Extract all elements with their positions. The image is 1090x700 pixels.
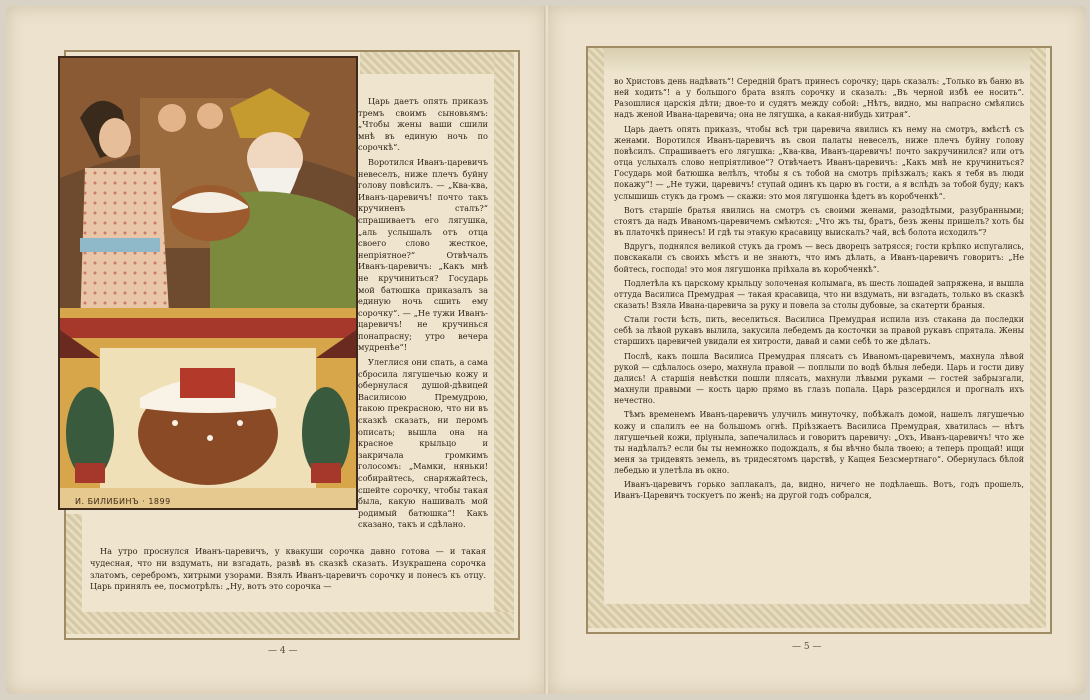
paragraph: Иванъ-царевичъ горько заплакалъ, да, видно, ничего не подѣлаешь. Вотъ, годъ прошелъ, Иванъ-Царевичъ тоскуетъ по женѣ; на другой годъ собрался, bbox=[614, 480, 1024, 501]
right-frame-right-ornament bbox=[1030, 48, 1046, 628]
left-frame-top-ornament bbox=[360, 52, 514, 74]
paragraph: Вдругъ, поднялся великой стукъ да громъ — весь дворецъ затрясся; гости крѣпко испугались, повскакали съ своихъ мѣстъ и не знаютъ, что имъ дѣлать, а Иванъ-царевичъ говоритъ: „Не бойтесь, господа! это моя лягушонка пріѣхала въ коробченкѣ“. bbox=[614, 242, 1024, 274]
right-frame-top-ornament bbox=[588, 48, 1046, 72]
paragraph: На утро проснулся Иванъ-царевичъ, у квакуши сорочка давно готова — и такая чудесная, что ни вздумать, ни взгадать, развѣ въ сказкѣ сказать. Изукрашена сорочка златомъ, серебромъ, хитрыми узорами. Взялъ Иванъ-царевичъ сорочку и понесъ къ отцу. Царь принялъ ее, посмотрѣлъ: „Ну, вотъ это сорочка — bbox=[90, 546, 486, 592]
illustrator-signature: И. БИЛИБИНЪ · 1899 bbox=[72, 497, 174, 506]
paragraph: Тѣмъ временемъ Иванъ-царевичъ улучилъ минуточку, побѣжалъ домой, нашелъ лягушечью кожу и спалилъ ее на большомъ огнѣ. Пріѣзжаетъ Василиса Премудрая, хватилась — нѣтъ лягушечьей кожи, пріуныла, запечалилась и говоритъ царевичу: „Охъ, Иванъ-царевичъ! что же ты надѣлалъ? если бы ты немножко подождалъ, я бы вѣчно была твоею; а теперь прощай! ищи меня за тридевять земель, въ тридесятомъ царствѣ, у Кащея Безсмертнаго“. Обернулась бѣлой лебедью и улетѣла въ окно. bbox=[614, 410, 1024, 476]
left-column-text bbox=[358, 96, 488, 534]
left-page bbox=[6, 6, 546, 694]
left-frame-left-ornament bbox=[66, 514, 82, 634]
paragraph: во Христовъ день надѣвать“! Середній братъ принесъ сорочку; царь сказалъ: „Только въ баню въ ней ходить“! а у большого брата взялъ сорочку и сказалъ: „Въ черной избѣ ее носить“. Разошлися царскія дѣти; двое-то и судятъ между собой: „Нѣтъ, видно, мы напрасно смѣялись надъ женой Ивана-царевича; она не лягушка, а какая-нибудь хитрая“. bbox=[614, 77, 1024, 120]
right-page bbox=[548, 6, 1086, 694]
left-bottom-text bbox=[90, 546, 486, 596]
right-frame-bottom-ornament bbox=[588, 604, 1046, 628]
left-frame-bottom-ornament bbox=[66, 612, 514, 634]
illustration-tsar-and-pie bbox=[58, 56, 358, 510]
paragraph: Воротился Иванъ-царевичъ невеселъ, ниже плечъ буйну голову повѣсилъ. — „Ква-ква, Иванъ-царевичъ! почто такъ кручиненъ сталъ?“ спрашиваетъ его лягушка, „аль услышалъ отъ отца своего слово жесткое, непріятное?“ Отвѣчалъ Иванъ-царевичъ: „Какъ мнѣ не кручиниться? Государь мой батюшка приказалъ за единую ночь сшить ему сорочку“. — „Не тужи Иванъ-царевичъ! не кручинься понапрасну; утро вечера мудренѣе“! bbox=[358, 156, 488, 353]
paragraph: Подлетѣла къ царскому крыльцу золоченая колымага, въ шесть лошадей запряжена, и вышла оттуда Василиса Премудрая — такая красавица, что ни вздумать, ни взгадать, только въ сказкѣ сказать! Взяла Ивана-царевича за руку и повела за столы дубовые, за скатерти браныя. bbox=[614, 278, 1024, 310]
paragraph: Стали гости ѣсть, пить, веселиться. Василиса Премудрая испила изъ стакана да последки себѣ за лѣвой рукавъ вылила, закусила лебедемъ да косточки за правой рукавъ спрятала. Жены старшихъ царевичей увидали ея хитрости, давай и сами себѣ то же дѣлать. bbox=[614, 315, 1024, 347]
paragraph: Вотъ старшіе братья явились на смотръ съ своими женами, разодѣтыми, разубранными; стоятъ да надъ Иваномъ-царевичемъ смѣются: „Что жъ ты, братъ, безъ жены пришелъ? хоть бы въ платочкѣ принесъ! И гдѣ ты этакую красавицу выискалъ? чай, всѣ болота исходилъ“? bbox=[614, 205, 1024, 238]
right-frame-left-ornament bbox=[588, 48, 604, 628]
left-frame-right-ornament bbox=[494, 52, 514, 634]
paragraph: Царь даетъ опять приказъ, чтобы всѣ три царевича явились къ нему на смотръ, вмѣстѣ съ женами. Воротился Иванъ-царевичъ въ свои палаты невеселъ, ниже плечъ буйну голову повѣсилъ. Спрашиваетъ его лягушка: „Ква-ква, Иванъ-царевичъ! почто закручинился? или отъ отца услыхалъ слово непріятливое“? Отвѣчаетъ Иванъ-царевичъ: „Какъ мнѣ не кручиниться? Государь мой батюшка велѣлъ, чтобы я съ тобой на смотръ пріѣзжалъ; какъ я тебя въ люди покажу“! — „Не тужи, царевичъ! ступай одинъ къ царю въ гости, а я вслѣдъ за тобой буду; какъ услышишь стукъ да громъ — скажи: это моя лягушонка ѣдетъ въ коробченкѣ“. bbox=[614, 124, 1024, 201]
paragraph: Царь даетъ опять приказъ тремъ своимъ сыновьямъ: „Чтобы жены ваши сшили мнѣ въ единую ночь по сорочкѣ“. bbox=[358, 96, 488, 153]
page-number: — 4 — bbox=[268, 646, 298, 656]
page-number: — 5 — bbox=[792, 642, 822, 652]
paragraph: Улеглися они спать, а сама сбросила лягушечью кожу и обернулася душой-дѣвицей Василисою Премудрою, такою прекрасною, что ни въ сказкѣ сказать, ни перомъ описать; вышла она на красное крыльцо и закричала громкимъ голосомъ: „Мамки, няньки! собирайтесь, снаряжайтесь, сшейте сорочку, чтобы такая была, какую нашивалъ мой родимый батюшка“! Какъ сказано, такъ и сдѣлано. bbox=[358, 357, 488, 530]
paragraph: Послѣ, какъ пошла Василиса Премудрая плясать съ Иваномъ-царевичемъ, махнула лѣвой рукой — сдѣлалось озеро, махнула правой — поплыли по водѣ бѣлыя лебеди. Царь и гости диву дались! А старшія невѣстки пошли плясать, махнули лѣвыми руками — гостей забрызгали, махнули правыми — кость царю прямо въ глазъ попала. Царь разсердился и прогналъ ихъ нечестно. bbox=[614, 351, 1024, 406]
right-page-text bbox=[614, 76, 1024, 505]
illustration-svg bbox=[60, 58, 356, 508]
